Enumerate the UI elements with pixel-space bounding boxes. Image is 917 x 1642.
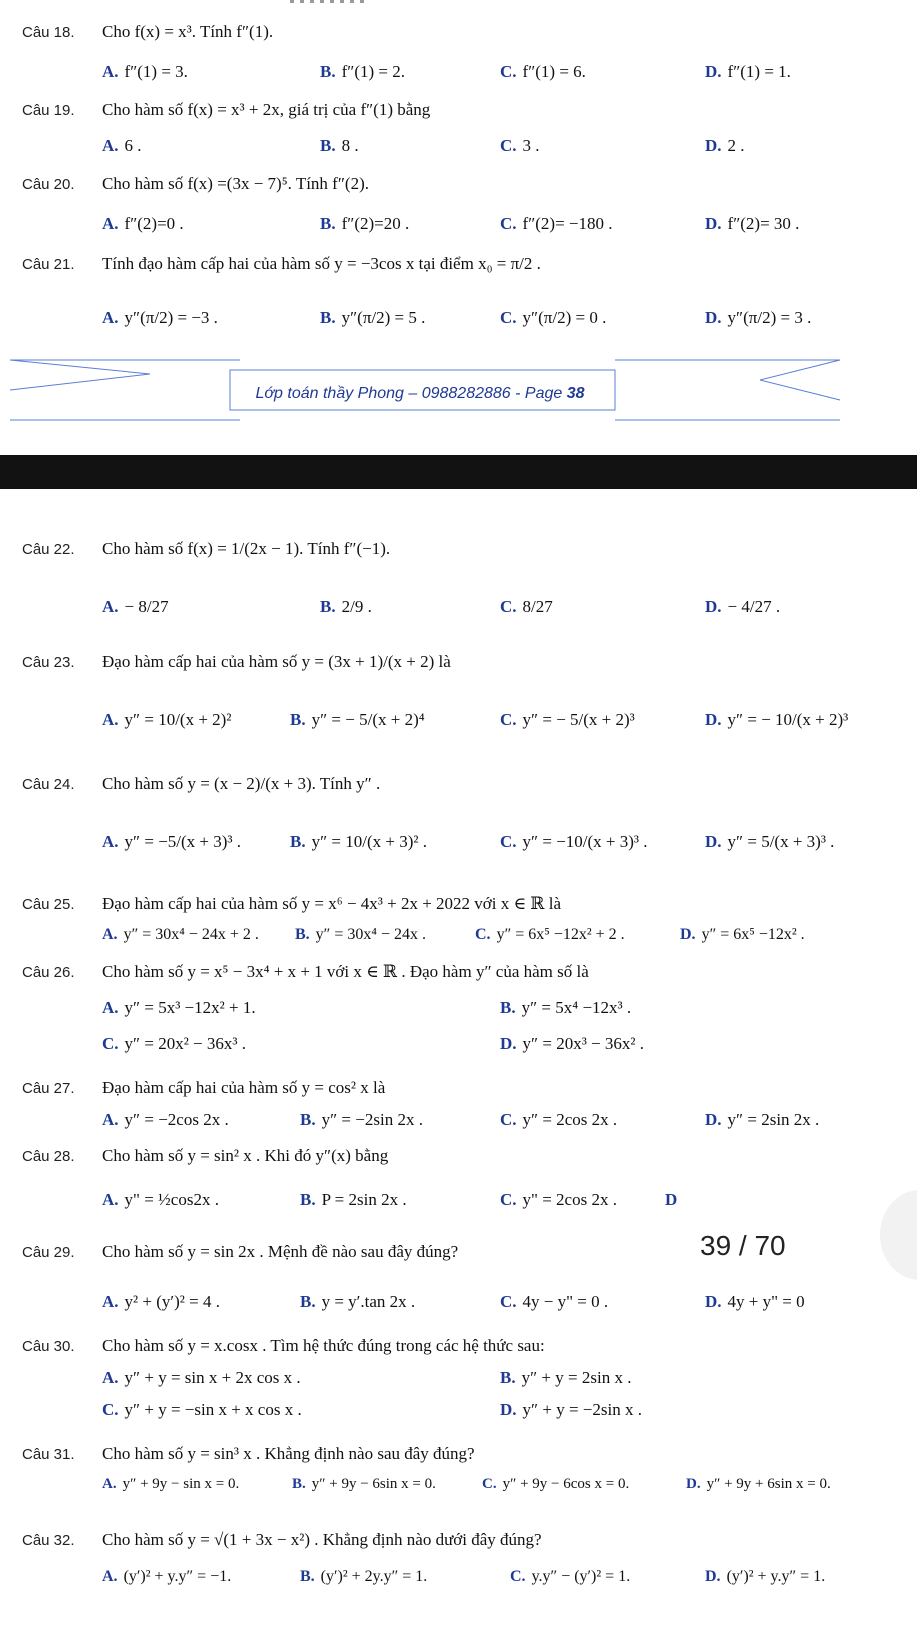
page-footer	[0, 340, 917, 440]
option-a[interactable]: A. y″(π/2) = −3 .	[102, 308, 218, 327]
option-d[interactable]: D. y″ + y = −2sin x .	[500, 1400, 642, 1419]
option-b[interactable]: B. y″ = − 5/(x + 2)⁴	[290, 710, 425, 729]
option-b[interactable]: B. (y′)² + 2y.y″ = 1.	[300, 1568, 428, 1585]
question-label: Câu 23.	[22, 654, 75, 671]
option-c[interactable]: C. 3 .	[500, 136, 540, 155]
question-label: Câu 18.	[22, 24, 75, 41]
option-a[interactable]: A. y″ = 10/(x + 2)²	[102, 710, 232, 729]
option-c[interactable]: C. 4y − y" = 0 .	[500, 1292, 609, 1311]
option-b[interactable]: B. 8 .	[320, 136, 359, 155]
option-c[interactable]: C. y" = 2cos 2x .	[500, 1190, 617, 1209]
option-d[interactable]: D. y″ = 6x⁵ −12x² .	[680, 926, 805, 943]
question-label: Câu 26.	[22, 964, 75, 981]
question-label: Câu 28.	[22, 1148, 75, 1165]
option-b[interactable]: B. y″ = −2sin 2x .	[300, 1110, 423, 1129]
option-d[interactable]: D	[665, 1190, 678, 1209]
question-text: Đạo hàm cấp hai của hàm số y = (3x + 1)/(x + 2) là	[102, 652, 451, 671]
option-b[interactable]: B. y″ = 30x⁴ − 24x .	[295, 926, 426, 943]
question-label: Câu 31.	[22, 1446, 75, 1463]
question-label: Câu 27.	[22, 1080, 75, 1097]
question-text: Cho hàm số f(x) = x³ + 2x, giá trị của f″(1) bằng	[102, 100, 431, 119]
option-d[interactable]: D. y″ = 2sin 2x .	[705, 1110, 820, 1129]
page-counter: 39 / 70	[700, 1230, 786, 1261]
option-d[interactable]: D. y″ + 9y + 6sin x = 0.	[686, 1476, 831, 1492]
option-c[interactable]: C. y″ + y = −sin x + x cos x .	[102, 1400, 302, 1419]
question-label: Câu 30.	[22, 1338, 75, 1355]
option-a[interactable]: A. y² + (y′)² = 4 .	[102, 1292, 220, 1311]
question-label: Câu 22.	[22, 541, 75, 558]
option-b[interactable]: B. y″ + y = 2sin x .	[500, 1368, 632, 1387]
option-c[interactable]: C. y″ = 2cos 2x .	[500, 1110, 618, 1129]
option-a[interactable]: A. − 8/27	[102, 597, 169, 616]
option-d[interactable]: D. f″(1) = 1.	[705, 62, 791, 81]
option-d[interactable]: D. y″ = − 10/(x + 2)³	[705, 710, 849, 729]
option-b[interactable]: B. y″ + 9y − 6sin x = 0.	[292, 1476, 436, 1492]
option-d[interactable]: D. y″ = 5/(x + 3)³ .	[705, 832, 835, 851]
option-a[interactable]: A. y″ = 30x⁴ − 24x + 2 .	[102, 926, 259, 943]
question-text: Tính đạo hàm cấp hai của hàm số y = −3cos x tại điểm x₀ = π/2 .	[102, 254, 541, 273]
option-d[interactable]: D. 4y + y" = 0	[705, 1292, 805, 1311]
option-b[interactable]: B. 2/9 .	[320, 597, 372, 616]
footer-text: Lớp toán thầy Phong – 0988282886 - Page 38	[255, 385, 585, 402]
question-text: Cho hàm số y = (x − 2)/(x + 3). Tính y″ .	[102, 774, 381, 793]
option-c[interactable]: C. y″ = 6x⁵ −12x² + 2 .	[475, 926, 625, 943]
option-a[interactable]: A. y″ = 5x³ −12x² + 1.	[102, 998, 256, 1017]
option-a[interactable]: A. 6 .	[102, 136, 142, 155]
question-label: Câu 32.	[22, 1532, 75, 1549]
option-a[interactable]: A. y″ + y = sin x + 2x cos x .	[102, 1368, 301, 1387]
option-c[interactable]: C. y″ + 9y − 6cos x = 0.	[482, 1476, 630, 1492]
question-label: Câu 29.	[22, 1244, 75, 1261]
question-text: Cho hàm số f(x) =(3x − 7)⁵. Tính f″(2).	[102, 174, 369, 193]
option-c[interactable]: C. f″(2)= −180 .	[500, 214, 613, 233]
question-text: Cho hàm số y = sin 2x . Mệnh đề nào sau đây đúng?	[102, 1242, 459, 1261]
option-b[interactable]: B. y″ = 10/(x + 3)² .	[290, 832, 427, 851]
question-label: Câu 19.	[22, 102, 75, 119]
option-b[interactable]: B. f″(2)=20 .	[320, 214, 410, 233]
option-b[interactable]: B. y = y′.tan 2x .	[300, 1292, 416, 1311]
option-d[interactable]: D. − 4/27 .	[705, 597, 781, 616]
page-indicator-bubble	[880, 1190, 917, 1280]
question-text: Cho hàm số f(x) = 1/(2x − 1). Tính f″(−1).	[102, 539, 391, 558]
option-a[interactable]: A. y″ = −2cos 2x .	[102, 1110, 229, 1129]
option-a[interactable]: A. y″ = −5/(x + 3)³ .	[102, 832, 242, 851]
option-d[interactable]: D. f″(2)= 30 .	[705, 214, 800, 233]
option-d[interactable]: D. (y′)² + y.y″ = 1.	[705, 1568, 826, 1585]
option-c[interactable]: C. y″ = −10/(x + 3)³ .	[500, 832, 648, 851]
option-b[interactable]: B. P = 2sin 2x .	[300, 1190, 407, 1209]
top-edge-decoration	[0, 0, 917, 6]
option-a[interactable]: A. f″(2)=0 .	[102, 214, 184, 233]
question-label: Câu 21.	[22, 256, 75, 273]
question-text: Cho hàm số y = x.cosx . Tìm hệ thức đúng trong các hệ thức sau:	[102, 1336, 545, 1355]
option-a[interactable]: A. f″(1) = 3.	[102, 62, 188, 81]
question-text: Cho f(x) = x³. Tính f″(1).	[102, 22, 274, 41]
question-text: Đạo hàm cấp hai của hàm số y = x⁶ − 4x³ + 2x + 2022 với x ∈ ℝ là	[102, 894, 561, 913]
option-c[interactable]: C. y″(π/2) = 0 .	[500, 308, 607, 327]
option-c[interactable]: C. y.y″ − (y′)² = 1.	[510, 1568, 631, 1585]
option-a[interactable]: A. y″ + 9y − sin x = 0.	[102, 1476, 240, 1492]
option-c[interactable]: C. f″(1) = 6.	[500, 62, 586, 81]
question-label: Câu 20.	[22, 176, 75, 193]
option-c[interactable]: C. y″ = − 5/(x + 2)³	[500, 710, 635, 729]
option-d[interactable]: D. y″ = 20x³ − 36x² .	[500, 1034, 644, 1053]
option-b[interactable]: B. y″(π/2) = 5 .	[320, 308, 426, 327]
option-c[interactable]: C. 8/27	[500, 597, 553, 616]
option-d[interactable]: D. 2 .	[705, 136, 745, 155]
page-separator	[0, 455, 917, 489]
option-c[interactable]: C. y″ = 20x² − 36x³ .	[102, 1034, 246, 1053]
option-a[interactable]: A. y" = ½cos2x .	[102, 1190, 219, 1209]
question-text: Cho hàm số y = sin² x . Khi đó y″(x) bằng	[102, 1146, 389, 1165]
question-label: Câu 24.	[22, 776, 75, 793]
option-a[interactable]: A. (y′)² + y.y″ = −1.	[102, 1568, 232, 1585]
question-text: Cho hàm số y = √(1 + 3x − x²) . Khẳng định nào dưới đây đúng?	[102, 1530, 542, 1549]
question-text: Cho hàm số y = sin³ x . Khẳng định nào sau đây đúng?	[102, 1444, 475, 1463]
option-b[interactable]: B. y″ = 5x⁴ −12x³ .	[500, 998, 632, 1017]
footer-page-number: 38	[566, 385, 585, 402]
option-d[interactable]: D. y″(π/2) = 3 .	[705, 308, 812, 327]
question-text: Đạo hàm cấp hai của hàm số y = cos² x là	[102, 1078, 386, 1097]
question-text: Cho hàm số y = x⁵ − 3x⁴ + x + 1 với x ∈ ℝ . Đạo hàm y″ của hàm số là	[102, 962, 589, 981]
option-b[interactable]: B. f″(1) = 2.	[320, 62, 405, 81]
question-label: Câu 25.	[22, 896, 75, 913]
